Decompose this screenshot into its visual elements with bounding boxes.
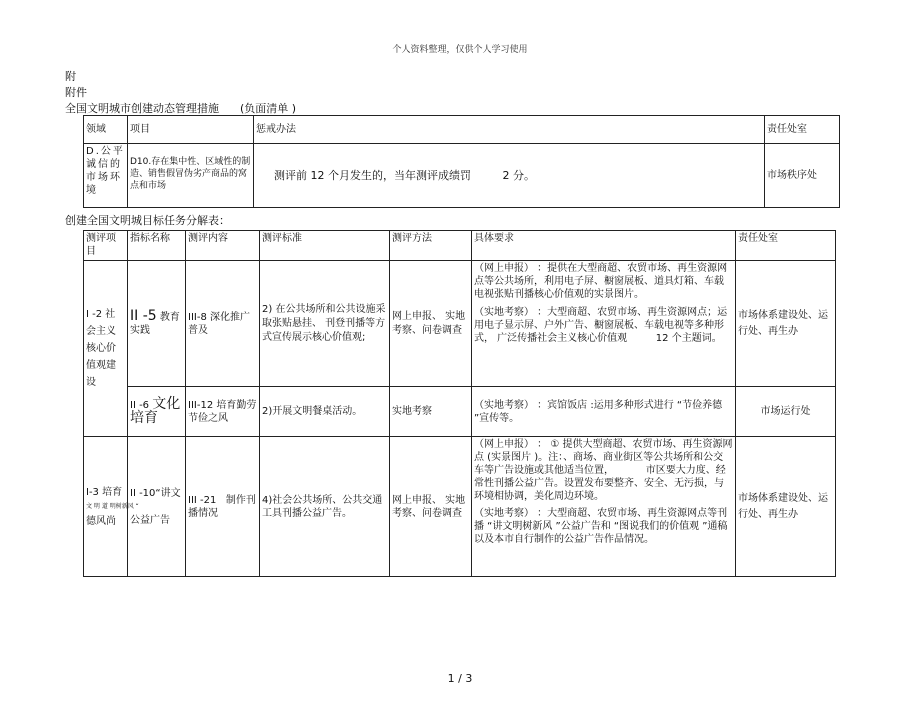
cell-eval-standard: 2) 在公共场所和公共设施采取张贴悬挂、 刊登刊播等方式宣传展示核心价值观; xyxy=(260,261,390,387)
requirement-online: （网上申报） ：提供在大型商超、农贸市场、再生资源网点等公共场所，利用电子屏、橱窗展板、道具灯箱、车载电视张贴刊播核心价值观的实景图片。 xyxy=(474,263,728,300)
cell-requirements xyxy=(472,261,736,387)
header-note: 个人资料整理，仅供个人学习使用 xyxy=(392,45,528,55)
cell-eval-project xyxy=(84,437,139,577)
cell-office: 市场运行处 xyxy=(736,387,836,437)
indicator-code: II -5 xyxy=(130,308,157,324)
eval-project-line3: 德风尚 xyxy=(86,515,116,527)
table1-title: 全国文明城市创建动态管理措施 (负面清单 ) xyxy=(65,102,297,115)
header-eval-standard: 测评标准 xyxy=(260,231,390,261)
negative-list-table xyxy=(83,115,840,208)
cell-domain: D.公平诚信的市场环境 xyxy=(84,144,128,208)
cell-office: 市场体系建设处、运行处、再生办 xyxy=(736,437,836,577)
header-office: 责任处室 xyxy=(736,231,836,261)
indicator-name: 公益广告 xyxy=(130,514,170,526)
cell-eval-content: III -21 制作刊播情况 xyxy=(186,437,260,577)
cell-eval-project: I -2 社会主义核心价值观建设 xyxy=(84,261,128,437)
header-requirements: 具体要求 xyxy=(472,231,736,261)
cell-eval-content: III-12 培育勤劳节俭之风 xyxy=(186,387,260,437)
cell-office: 市场秩序处 xyxy=(765,144,840,208)
attachment-label: 附件 xyxy=(65,86,87,99)
header-domain: 领域 xyxy=(84,116,128,144)
header-office: 责任处室 xyxy=(765,116,840,144)
cell-project: D10.存在集中性、区域性的制造、销售假冒伪劣产商品的窝点和市场 xyxy=(128,144,254,208)
task-breakdown-table xyxy=(83,230,836,577)
cell-eval-method: 实地考察 xyxy=(390,387,472,437)
cell-eval-method: 网上申报、 实地考察、问卷调查 xyxy=(390,261,472,387)
requirement-onsite: （实地考察） ：大型商超、农贸市场、再生资源网点等刊播 “讲文明树新风 ”公益广告和 “图说我们的价值观 ”通稿以及本市自行制作的公益广告作品情况。 xyxy=(474,508,728,545)
cell-eval-method: 网上申报、 实地考察、问卷调查 xyxy=(390,437,472,577)
eval-project-line1: I-3 培育 xyxy=(86,486,123,498)
page-number: 1 / 3 xyxy=(447,672,473,685)
cell-eval-standard: 4)社会公共场所、公共交通工具刊播公益广告。 xyxy=(260,437,390,577)
indicator-name: 文化培育 xyxy=(130,395,181,426)
eval-project-line2: 文 明 道 明树新风 “ xyxy=(86,502,139,510)
header-indicator: 指标名称 xyxy=(128,231,186,261)
attachment-mark: 附 xyxy=(65,70,76,83)
cell-requirements xyxy=(472,437,736,577)
requirement-onsite: （实地考察） ：大型商超、农贸市场、再生资源网点；运用电子显示屏、户外广告、橱窗展板、车载电视等多种形式， 广泛传播社会主义核心价值观 12 个主题词。 xyxy=(474,307,728,344)
cell-penalty: 测评前 12 个月发生的，当年测评成绩罚 2 分。 xyxy=(254,144,765,208)
header-project: 项目 xyxy=(128,116,254,144)
requirement-online: （网上申报） ： ① 提供大型商超、农贸市场、再生资源网点 (实景图片 )。注：、商场、商业街区等公共场所和公交车等广告设施或其他适当位置， 市区要大力度、经常性刊播公益广告。设置发布要整齐、安全、无污损，与环境相协调，美化周边环境。 xyxy=(474,439,733,502)
cell-office: 市场体系建设处、运行处、再生办 xyxy=(736,261,836,387)
cell-indicator xyxy=(128,387,186,437)
cell-eval-standard: 2)开展文明餐桌活动。 xyxy=(260,387,390,437)
cell-requirements: （实地考察） ：宾馆饭店 :运用多种形式进行 “节俭养德 ”宣传等。 xyxy=(472,387,736,437)
table2-title: 创建全国文明城目标任务分解表： xyxy=(65,214,230,227)
header-penalty: 惩戒办法 xyxy=(254,116,765,144)
cell-indicator xyxy=(128,261,186,387)
indicator-name: 教育实践 xyxy=(130,312,180,336)
header-eval-project: 测评项目 xyxy=(84,231,128,261)
cell-eval-content: III-8 深化推广普及 xyxy=(186,261,260,387)
header-eval-method: 测评方法 xyxy=(390,231,472,261)
indicator-code: II -6 xyxy=(130,399,150,411)
header-eval-content: 测评内容 xyxy=(186,231,260,261)
indicator-code: II -10“讲文 xyxy=(130,487,181,499)
